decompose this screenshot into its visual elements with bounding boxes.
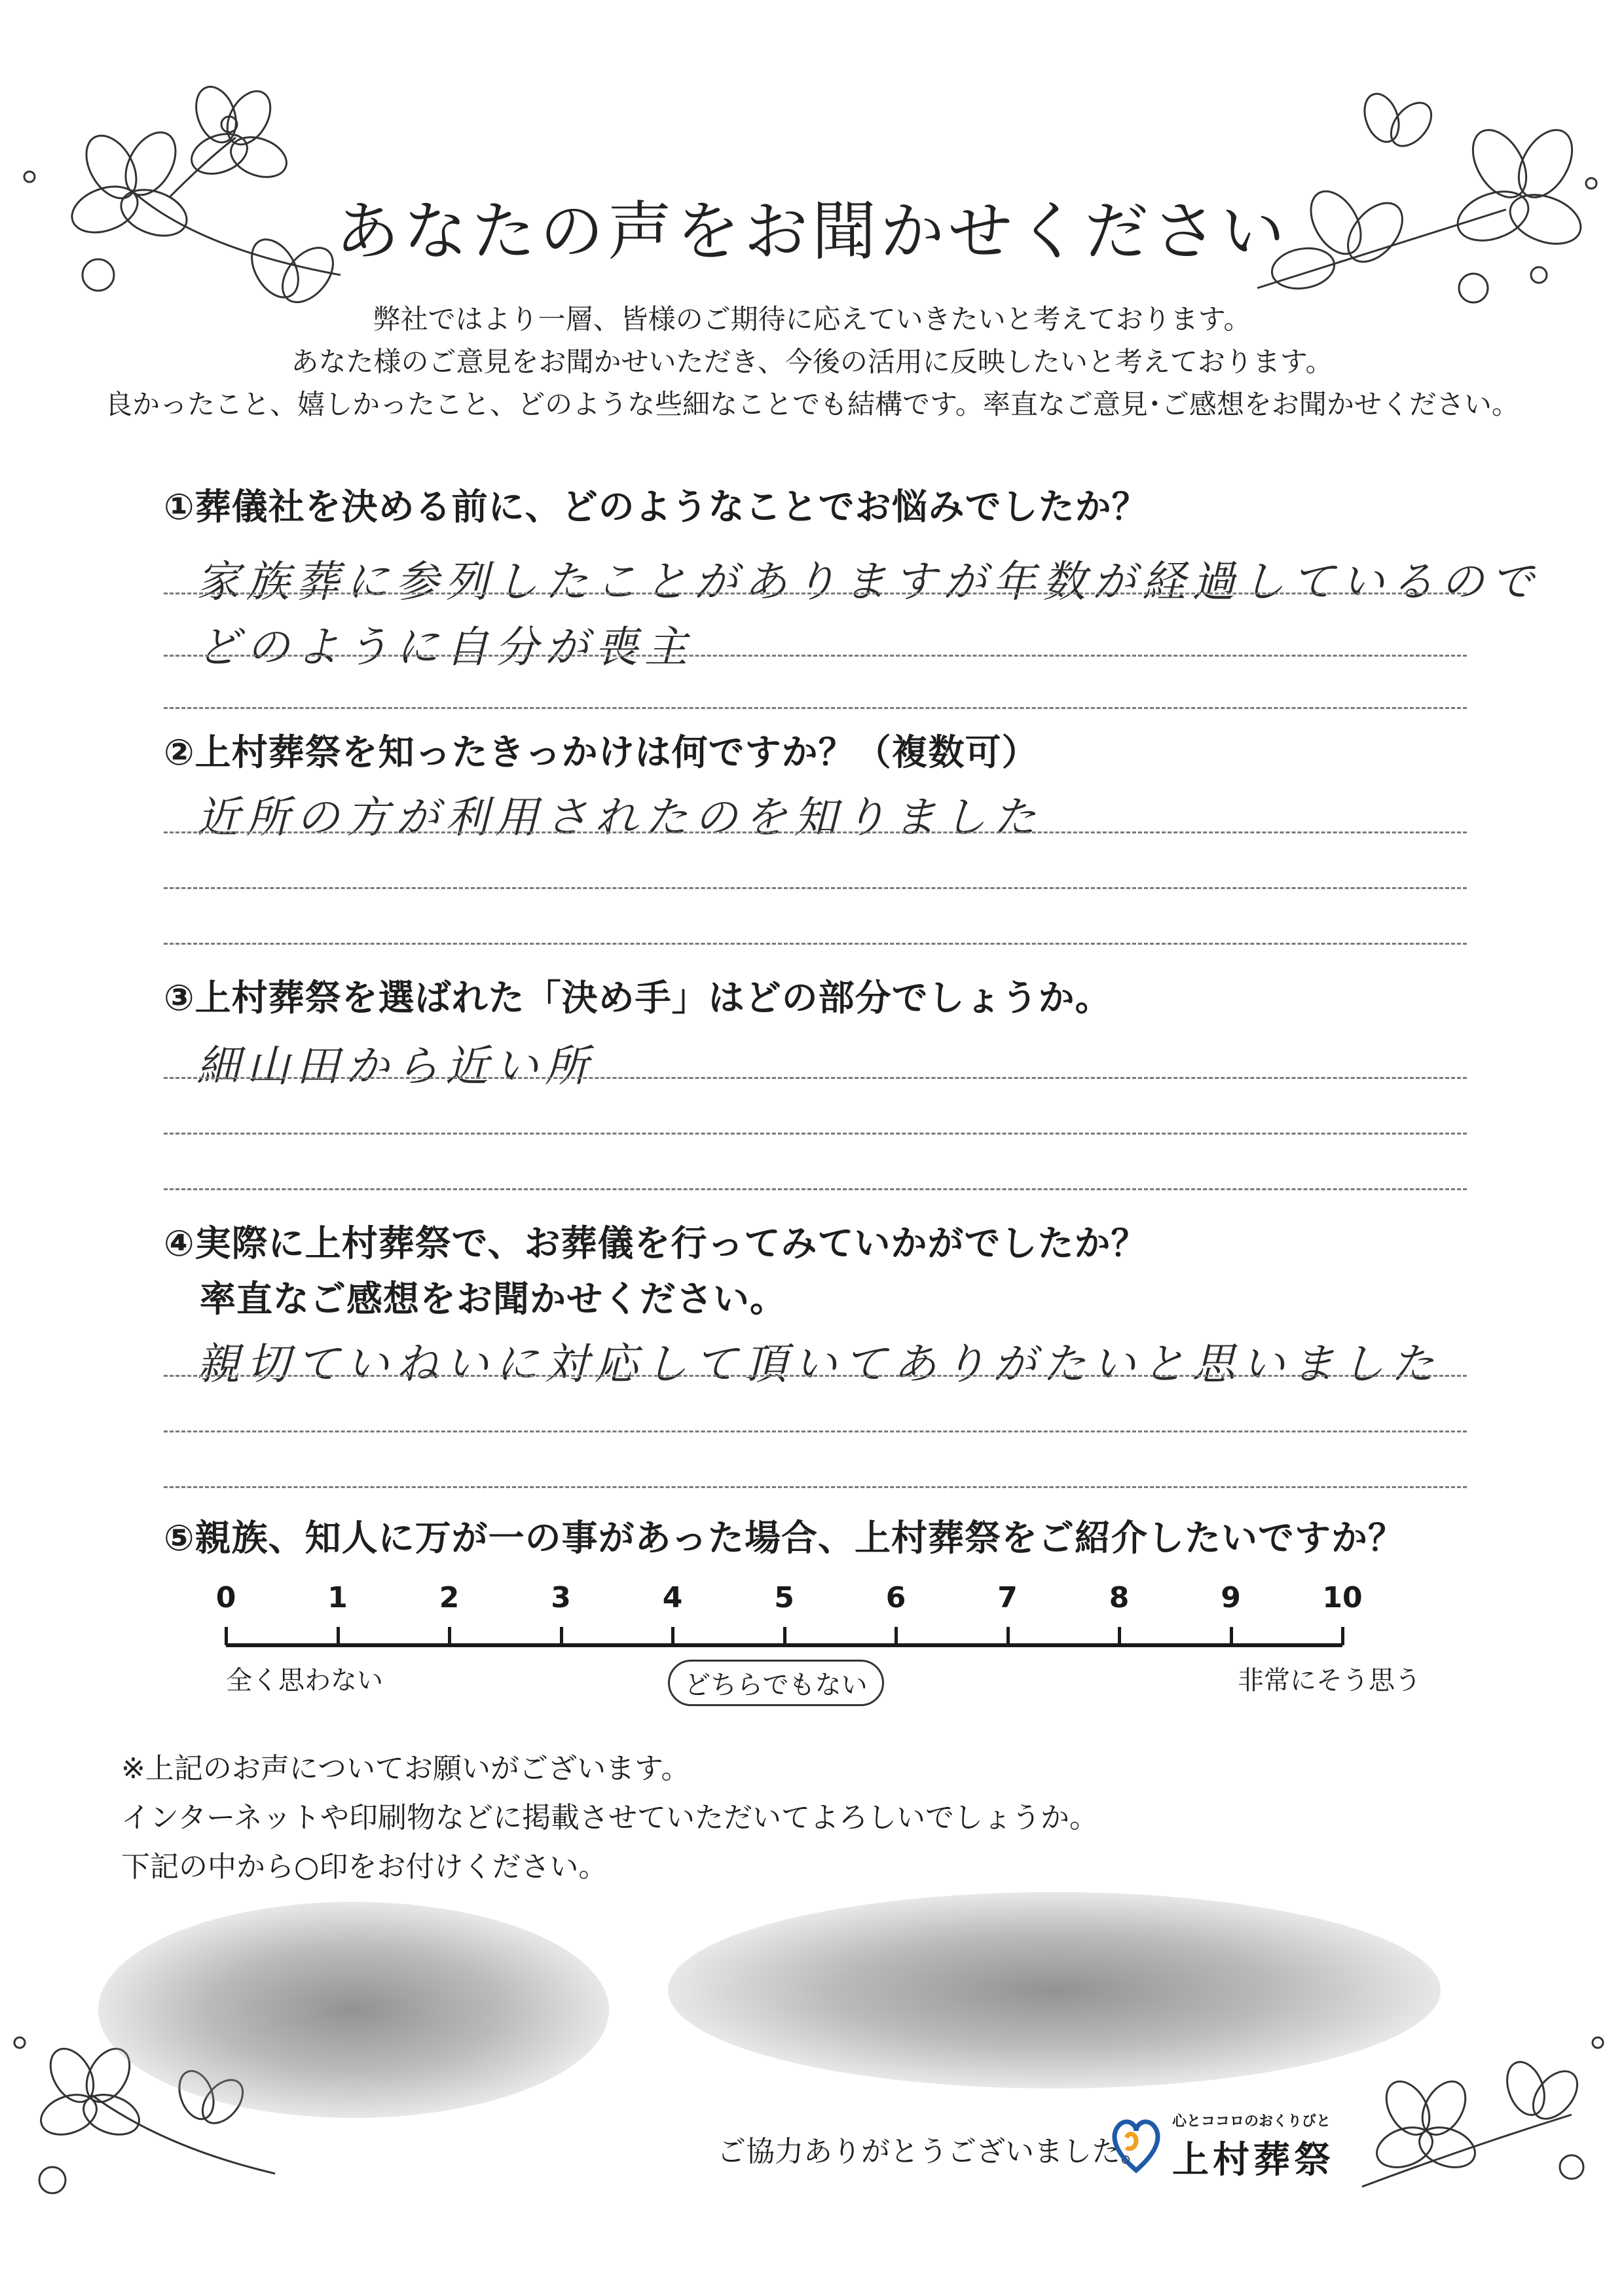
- intro-line-2: あなた様のご意見をお聞かせいただき、今後の活用に反映したいと考えております。: [291, 346, 1333, 378]
- scale-tick-label: 1: [327, 1581, 348, 1614]
- scale-tick: [448, 1627, 451, 1645]
- answer-rule: [164, 1430, 1467, 1432]
- question-3: ③上村葬祭を選ばれた「決め手」はどの部分でしょうか。: [164, 977, 1112, 1019]
- logo-tagline: 心とココロのおくりびと: [1172, 2113, 1331, 2130]
- scale-tick-label: 2: [439, 1581, 460, 1614]
- answer-rule: [164, 1077, 1467, 1079]
- scale-label-max: 非常にそう思う: [1238, 1666, 1421, 1696]
- answer-rule: [164, 887, 1467, 889]
- answer-rule: [164, 1188, 1467, 1190]
- redacted-area-left: [98, 1902, 609, 2118]
- scale-tick: [1118, 1627, 1121, 1645]
- answer-rule: [164, 831, 1467, 833]
- answer-rule: [164, 943, 1467, 945]
- scale-label-min: 全く思わない: [226, 1666, 383, 1696]
- scale-tick: [671, 1627, 674, 1645]
- answer-1-line-2: どのように自分が喪主: [196, 622, 694, 672]
- answer-4-line-1: 親切ていねいに対応して頂いてありがたいと思いました: [196, 1339, 1441, 1389]
- rating-scale: [0, 1581, 1624, 1712]
- intro-line-3: 良かったこと、嬉しかったこと、どのような些細なことでも結構です。率直なご意見･ご感想をお聞かせください。: [105, 388, 1519, 420]
- answer-rule: [164, 1486, 1467, 1488]
- answer-3-line-1: 細山田から近い所: [196, 1041, 595, 1091]
- scale-tick-label: 7: [997, 1581, 1018, 1614]
- question-2: ②上村葬祭を知ったきっかけは何ですか？（複数可）: [164, 731, 1039, 773]
- answer-rule: [164, 1375, 1467, 1377]
- scale-tick: [1006, 1627, 1010, 1645]
- scale-label-mid: どちらでもない: [668, 1660, 884, 1706]
- page-title: あなたの声をお聞かせください: [335, 194, 1289, 269]
- scale-tick-label: 6: [885, 1581, 906, 1614]
- scale-tick-label: 4: [662, 1581, 683, 1614]
- scale-tick-label: 0: [215, 1581, 236, 1614]
- answer-rule: [164, 1133, 1467, 1135]
- scale-tick: [337, 1627, 340, 1645]
- clover-decoration-bottom-right: [1349, 2016, 1624, 2213]
- logo-name: 上村葬祭: [1172, 2139, 1335, 2181]
- scale-tick: [1341, 1627, 1344, 1645]
- company-logo: [1107, 2105, 1382, 2183]
- question-1: ①葬儀社を決める前に、どのようなことでお悩みでしたか？: [164, 486, 1149, 528]
- answer-2-line-1: 近所の方が利用されたのを知りました: [196, 792, 1043, 843]
- redacted-area-right: [668, 1892, 1441, 2088]
- scale-tick-label: 9: [1221, 1581, 1241, 1614]
- scale-tick: [560, 1627, 563, 1645]
- intro-line-1: 弊社ではより一層、皆様のご期待に応えていきたいと考えております。: [373, 303, 1251, 335]
- note-line-3: 下記の中から○印をお付けください。: [121, 1850, 608, 1884]
- scale-tick: [225, 1627, 228, 1645]
- note-line-2: インターネットや印刷物などに掲載させていただいてよろしいでしょうか。: [121, 1801, 1099, 1834]
- answer-rule: [164, 655, 1467, 657]
- scale-tick: [895, 1627, 898, 1645]
- scale-tick-label: 3: [551, 1581, 571, 1614]
- closing-message: ご協力ありがとうございました。: [717, 2135, 1149, 2168]
- answer-rule: [164, 592, 1467, 594]
- answer-rule: [164, 707, 1467, 709]
- scale-tick: [783, 1627, 786, 1645]
- scale-tick-label: 10: [1322, 1581, 1363, 1614]
- question-4-subline: 率直なご感想をお聞かせください。: [200, 1278, 787, 1320]
- scale-tick: [1230, 1627, 1233, 1645]
- question-5: ⑤親族、知人に万が一の事があった場合、上村葬祭をご紹介したいですか？: [164, 1517, 1405, 1559]
- scale-tick-label: 5: [774, 1581, 794, 1614]
- question-4: ④実際に上村葬祭で、お葬儀を行ってみていかがでしたか？: [164, 1222, 1148, 1264]
- heart-logo-icon: [1107, 2111, 1166, 2177]
- note-line-1: ※上記のお声についてお願いがございます。: [121, 1752, 690, 1785]
- answer-1-line-1: 家族葬に参列したことがありますが年数が経過しているので: [196, 556, 1540, 607]
- scale-tick-label: 8: [1109, 1581, 1130, 1614]
